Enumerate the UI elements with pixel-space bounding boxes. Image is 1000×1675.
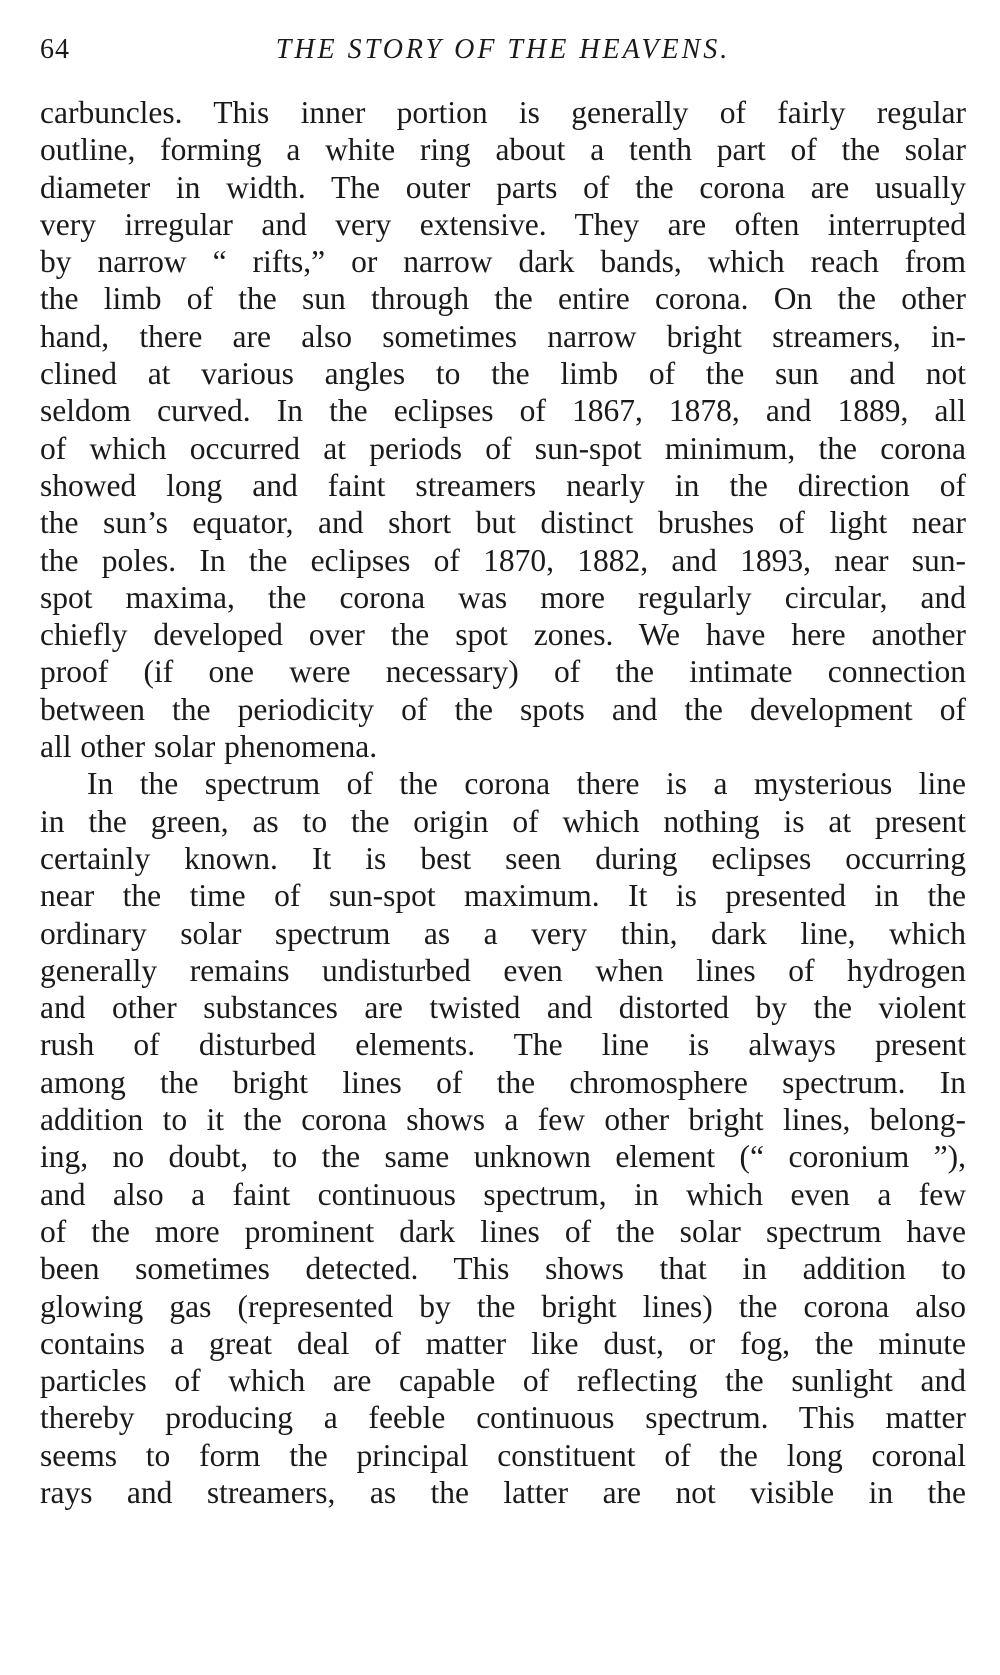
text-line: seldom curved. In the eclipses of 1867, 1878, and 1889, all	[40, 393, 966, 429]
text-line: the limb of the sun through the entire corona. On the other	[40, 281, 966, 317]
text-line: the poles. In the eclipses of 1870, 1882, and 1893, near sun-	[40, 542, 966, 578]
text-line: addition to it the corona shows a few other bright lines, belong-	[40, 1102, 966, 1138]
text-line: chiefly developed over the spot zones. We have here another	[40, 617, 966, 653]
text-line: of the more prominent dark lines of the solar spectrum have	[40, 1213, 966, 1249]
text-line: very irregular and very extensive. They are often interrupted	[40, 206, 966, 242]
paragraph	[40, 94, 966, 765]
text-line: particles of which are capable of reflecting the sunlight and	[40, 1363, 966, 1399]
text-line: carbuncles. This inner portion is generally of fairly regular	[40, 95, 966, 130]
text-line: all other solar phenomena.	[40, 729, 378, 765]
text-line: clined at various angles to the limb of the sun and not	[40, 356, 966, 392]
text-line: thereby producing a feeble continuous spectrum. This matter	[40, 1400, 966, 1436]
text-line: diameter in width. The outer parts of the corona are usually	[40, 169, 966, 205]
text-line: by narrow “ rifts,” or narrow dark bands, which reach from	[40, 244, 966, 280]
text-line: In the spectrum of the corona there is a mysterious line	[87, 766, 966, 802]
text-line: seems to form the principal constituent of the long coronal	[40, 1437, 966, 1473]
text-line: certainly known. It is best seen during eclipses occurring	[40, 840, 966, 876]
text-line: glowing gas (represented by the bright lines) the corona also	[40, 1288, 966, 1324]
text-line: among the bright lines of the chromosphere spectrum. In	[40, 1064, 966, 1100]
running-title: THE STORY OF THE HEAVENS.	[275, 34, 731, 65]
text-line: proof (if one were necessary) of the intimate connection	[40, 654, 966, 690]
text-line: outline, forming a white ring about a tenth part of the solar	[40, 132, 966, 168]
text-line: of which occurred at periods of sun-spot minimum, the corona	[40, 430, 966, 466]
text-line: been sometimes detected. This shows that in addition to	[40, 1251, 966, 1287]
running-head	[40, 32, 966, 68]
page-number: 64	[40, 34, 70, 65]
text-line: ordinary solar spectrum as a very thin, dark line, which	[40, 915, 966, 951]
text-line: ing, no doubt, to the same unknown element (“ coronium ”),	[40, 1139, 966, 1175]
text-line: hand, there are also sometimes narrow bright streamers, in-	[40, 318, 966, 354]
text-line: and other substances are twisted and distorted by the violent	[40, 990, 966, 1026]
text-line: the sun’s equator, and short but distinct brushes of light near	[40, 505, 966, 541]
text-line: and also a faint continuous spectrum, in which even a few	[40, 1176, 966, 1212]
text-line: between the periodicity of the spots and the development of	[40, 691, 966, 727]
text-line: near the time of sun-spot maximum. It is presented in the	[40, 878, 966, 914]
text-line: in the green, as to the origin of which nothing is at present	[40, 803, 966, 839]
body-text	[40, 94, 966, 1511]
text-line: contains a great deal of matter like dust, or fog, the minute	[40, 1325, 966, 1361]
text-line: spot maxima, the corona was more regularly circular, and	[40, 579, 966, 615]
paragraph	[40, 765, 966, 1511]
text-line: rush of disturbed elements. The line is always present	[40, 1027, 966, 1063]
text-line: rays and streamers, as the latter are not visible in the	[40, 1474, 966, 1510]
text-line: generally remains undisturbed even when lines of hydrogen	[40, 952, 966, 988]
book-page	[40, 32, 966, 1652]
text-line: showed long and faint streamers nearly in the direction of	[40, 467, 966, 503]
